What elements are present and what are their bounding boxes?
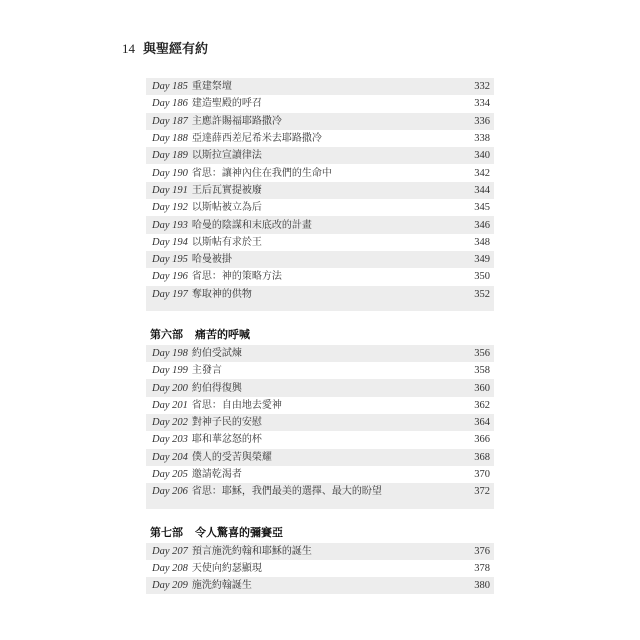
toc-entry <box>146 130 494 147</box>
entry-day: Day 193 <box>152 219 188 231</box>
toc-entry <box>146 182 494 199</box>
entry-day: Day 205 <box>152 469 188 481</box>
entry-day: Day 199 <box>152 365 188 377</box>
toc-entry <box>146 147 494 164</box>
part-label: 第六部 <box>150 327 183 341</box>
toc-entry <box>146 345 494 362</box>
entry-page: 362 <box>474 399 490 411</box>
entry-day: Day 201 <box>152 399 188 411</box>
entry-day: Day 208 <box>152 562 188 574</box>
toc-section-5 <box>146 78 494 303</box>
entry-title: 亞達薛西差尼希米去耶路撒冷 <box>191 133 322 145</box>
toc-entry <box>146 379 494 396</box>
entry-title: 以斯拉宣讀律法 <box>191 150 262 162</box>
entry-title: 省思：神的策略方法 <box>191 271 282 283</box>
entry-title: 對神子民的安慰 <box>191 417 262 429</box>
book-title: 與聖經有約 <box>143 42 209 57</box>
entry-title: 約伯得復興 <box>191 382 242 394</box>
entry-title: 約伯受試煉 <box>191 348 242 359</box>
entry-day: Day 191 <box>152 184 188 196</box>
toc-entry <box>146 397 494 414</box>
entry-day: Day 185 <box>152 81 188 93</box>
toc-entry <box>146 95 494 112</box>
entry-day: Day 188 <box>152 133 188 145</box>
running-header <box>122 38 208 57</box>
part-entries <box>146 543 494 595</box>
entry-day: Day 202 <box>152 417 188 429</box>
entry-page: 376 <box>474 545 490 557</box>
part-heading <box>146 323 494 345</box>
entry-page: 338 <box>474 133 490 145</box>
entry-title: 耶和華忿怒的杯 <box>191 434 262 446</box>
entry-title: 王后瓦實提被廢 <box>191 184 262 196</box>
entry-day: Day 189 <box>152 150 188 162</box>
toc-entry <box>146 431 494 448</box>
entry-page: 334 <box>474 98 490 110</box>
entry-page: 349 <box>474 254 490 266</box>
entry-day: Day 200 <box>152 382 188 394</box>
toc-entry <box>146 216 494 233</box>
entry-day: Day 194 <box>152 236 188 248</box>
section-divider <box>146 303 494 311</box>
entry-page: 342 <box>474 167 490 179</box>
entry-title: 奪取神的供物 <box>191 288 252 300</box>
entry-title: 省思：耶穌，我們最美的選擇、最大的盼望 <box>191 486 382 498</box>
entry-day: Day 203 <box>152 434 188 446</box>
part-title: 痛苦的呼喊 <box>195 327 250 341</box>
toc-entry <box>146 251 494 268</box>
entry-page: 348 <box>474 236 490 248</box>
entry-title: 以斯帖有求於王 <box>191 236 262 248</box>
entry-day: Day 187 <box>152 115 188 127</box>
page-number: 14 <box>122 41 135 56</box>
entry-page: 378 <box>474 562 490 574</box>
entry-title: 天使向約瑟顯現 <box>191 562 262 574</box>
entry-page: 352 <box>474 288 490 300</box>
toc-entry <box>146 164 494 181</box>
entry-title: 以斯帖被立為后 <box>191 202 262 214</box>
toc-entry <box>146 286 494 303</box>
toc-entry <box>146 560 494 577</box>
entry-day: Day 190 <box>152 167 188 179</box>
entry-page: 360 <box>474 382 490 394</box>
entry-day: Day 192 <box>152 202 188 214</box>
table-of-contents <box>146 78 494 594</box>
entry-day: Day 209 <box>152 580 188 592</box>
entry-page: 350 <box>474 271 490 283</box>
toc-entry <box>146 543 494 560</box>
toc-entry <box>146 268 494 285</box>
toc-entry <box>146 449 494 466</box>
entry-day: Day 197 <box>152 288 188 300</box>
toc-entry <box>146 414 494 431</box>
toc-section-6 <box>146 323 494 501</box>
part-heading <box>146 521 494 543</box>
entry-title: 省思：讓神內住在我們的生命中 <box>191 167 332 179</box>
toc-section-7 <box>146 521 494 595</box>
entry-title: 建造聖殿的呼召 <box>191 98 262 110</box>
entry-day: Day 206 <box>152 486 188 498</box>
entry-title: 預言施洗約翰和耶穌的誕生 <box>191 545 312 557</box>
entry-title: 哈曼被掛 <box>191 254 232 266</box>
toc-entry <box>146 234 494 251</box>
entry-page: 366 <box>474 434 490 446</box>
entry-day: Day 204 <box>152 451 188 463</box>
entry-page: 358 <box>474 365 490 377</box>
entry-day: Day 186 <box>152 98 188 110</box>
entry-page: 368 <box>474 451 490 463</box>
entry-title: 哈曼的陰謀和末底改的計畫 <box>191 219 312 231</box>
toc-entry <box>146 113 494 130</box>
entry-page: 345 <box>474 202 490 214</box>
part-label: 第七部 <box>150 525 183 539</box>
entry-page: 372 <box>474 486 490 498</box>
toc-entry <box>146 577 494 594</box>
entry-page: 364 <box>474 417 490 429</box>
toc-entry <box>146 78 494 95</box>
entry-page: 336 <box>474 115 490 127</box>
toc-entry <box>146 362 494 379</box>
toc-entry <box>146 466 494 483</box>
part-entries <box>146 345 494 501</box>
entry-title: 主發言 <box>191 365 222 377</box>
entry-title: 省思：自由地去愛神 <box>191 399 282 411</box>
entry-title: 僕人的受苦與榮耀 <box>191 451 272 463</box>
entry-page: 332 <box>474 81 490 93</box>
entry-day: Day 195 <box>152 254 188 266</box>
entry-page: 344 <box>474 184 490 196</box>
entry-title: 邀請乾渴者 <box>191 469 242 481</box>
entry-page: 380 <box>474 580 490 592</box>
entry-title: 施洗約翰誕生 <box>191 580 252 592</box>
entry-page: 340 <box>474 150 490 162</box>
entry-page: 356 <box>474 348 490 359</box>
entry-day: Day 196 <box>152 271 188 283</box>
toc-entry <box>146 483 494 500</box>
entry-title: 重建祭壇 <box>191 81 232 93</box>
part-title: 令人驚喜的彌賽亞 <box>195 525 283 539</box>
entry-day: Day 207 <box>152 545 188 557</box>
toc-entry <box>146 199 494 216</box>
entry-day: Day 198 <box>152 348 188 359</box>
entry-title: 主應許賜福耶路撒冷 <box>191 115 282 127</box>
section-divider <box>146 501 494 509</box>
entry-page: 346 <box>474 219 490 231</box>
entry-page: 370 <box>474 469 490 481</box>
